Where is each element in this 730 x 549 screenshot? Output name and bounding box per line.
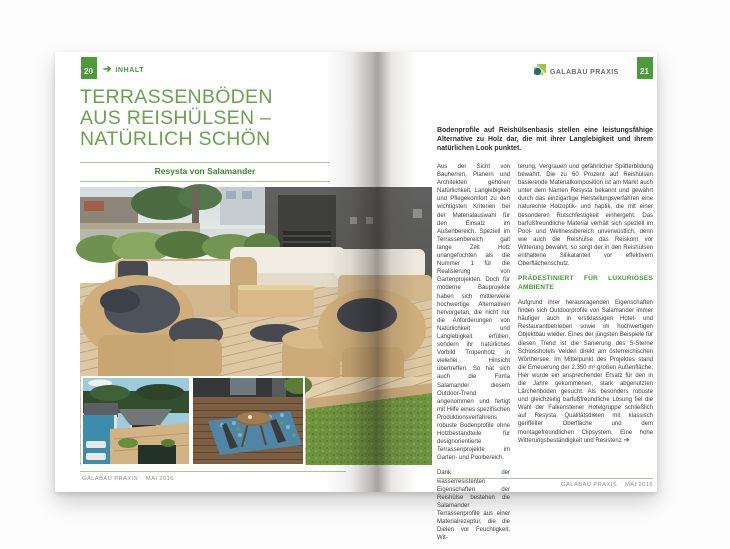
footer-right [437,482,653,488]
column1-paragraph-1: Aus der Sicht von Bauherren, Planern und Architekten gehören Natürlichkeit, Langlebigkeit und Pflegekomfort zu den wichtigsten Kriterien bei der Materialauswahl für den Einsatz im Außenbereich. Speziell im Terrassenbereich galt lange Zeit Holz unangefochten als die Nummer 1 für die Realisierung von Gartenprojekten. Doch für moderne Bauprojekte haben sich mittlerweile hochwertige Alternativen hervorgetan, die nicht nur die Anforderungen von Natürlichkeit und Langlebigkeit erfüllen, sondern ihr natürliches Vorbild Tropenholz in vielerlei Hinsicht übertreffen. So hat sich auch die Firma Salamander diesem Outdoor-Trend angenommen und fertigt mit Hilfe eines spezifischen Produktionsverfahrens robuste Bodenprofile ohne Holzbestandteile für designorientierte Terrassenprojekte im Garten- und Poolbereich. [437,164,510,462]
subtitle-rule-bottom [80,181,330,182]
galabau-logo-icon [533,63,547,81]
inhalt-label: INHALT [115,66,145,74]
column2-paragraph-1: terung, Vergrauen und gefährlicher Splitterbildung bewahrt. Die zu 60 Prozent auf Reishülsen basierende Materialkomposition ist am Markt auch unter dem Namen Resysta bekannt und gewährt durch das einzigartige Herstellungsverfahren eine naturechte Holzoptik- und haptik, die mit einer besonderen Rutschfestigkeit einhergeht. Das barfußfreundliche Material verhält sich speziell im Pool- und Wellnessbereich unverwüstlich, denn wie auch die Reishülse das Reiskorn vor Witterung bewahrt, so sorgt der in den Reishülsen enthaltene Silikatanteil vor effektivem Oberflächenschutz. [518,164,653,268]
article-subtitle: Resysta von Salamander [154,166,256,176]
article-title [80,87,370,150]
footer-rule-right [437,478,653,479]
footer-magazine-left: GALABAU PRAXIS [82,476,138,482]
footer-left [82,476,174,482]
article-title-line3: NATÜRLICH SCHÖN [80,128,271,150]
intro-paragraph: Bodenprofile auf Reishülsenbasis stellen eine leistungsfähige Alternative zu Holz dar, die mit ihrer Langlebigkeit und ihrem natürlichen Look punktet. [437,127,653,152]
footer-magazine-right: GALABAU PRAXIS [561,482,617,488]
article-title-line1: TERRASSENBÖDEN [80,86,273,108]
brand-header [533,63,619,81]
inhalt-link[interactable] [103,65,144,75]
column1-paragraph-2: Dank der wasserresistenten Eigenschaften der Reishülse bestehen die Salamander Terrassenprofile aus einer Materialrezeptur, die die Dielen vor Feuchtigkeit, Wit- [437,470,510,542]
brand-name: GALABAU PRAXIS [550,68,619,76]
page-number-badge-left: 20 [81,57,97,79]
page-number-badge-right: 21 [637,57,653,79]
column2-paragraph-2: Aufgrund ihrer herausragenden Eigenschaften finden sich Outdoorprofile von Salamander immer häufiger auch in erstklassigen Hotel- und Restaurantbetrieben sowie im hochwertigen Objektbau wieder. Eines der jüngsten Beispiele für diesen Trend ist die Sanierung des 5-Sterne Schlosshotels Velden direkt am österreichischen Wörthersee. Im Mittelpunkt des Projektes stand die Erneuerung der 2.350 m² großen Außenfläche. Hier wurde ein ansprechender Ersatz für den in die Jahre gekommenen, stark abgenutzten Lärchenboden gesucht. Als besonders robuste und gleichzeitig barfußfreundliche Lösung fiel die Wahl der Falkensteiner Hotelgruppe schließlich auf Resysta Qualitätsdielen mit klassisch geriffelter Oberfläche und dem montagefreundlichen Clipsystem. Eine hohe Witterungsbeständigkeit und Resistenz ➔ [518,300,653,444]
body-column-2 [518,163,653,471]
subtitle-rule-top [80,162,330,163]
terrace-photo [80,187,432,465]
footer-issue-left: MAI 2016 [145,476,174,482]
body-column-1 [437,163,510,542]
article-title-line2: AUS REISHÜLSEN – [80,107,272,129]
footer-rule-left [80,471,346,472]
section-heading: PRÄDESTINIERT FÜR LUXURIÖSES AMBIENTE [518,275,653,291]
arrow-right-icon: ➔ [103,64,112,75]
continuation-arrow-icon: ➔ [623,436,630,444]
magazine-spread [55,52,657,542]
footer-issue-right: MAI 2016 [624,482,653,488]
